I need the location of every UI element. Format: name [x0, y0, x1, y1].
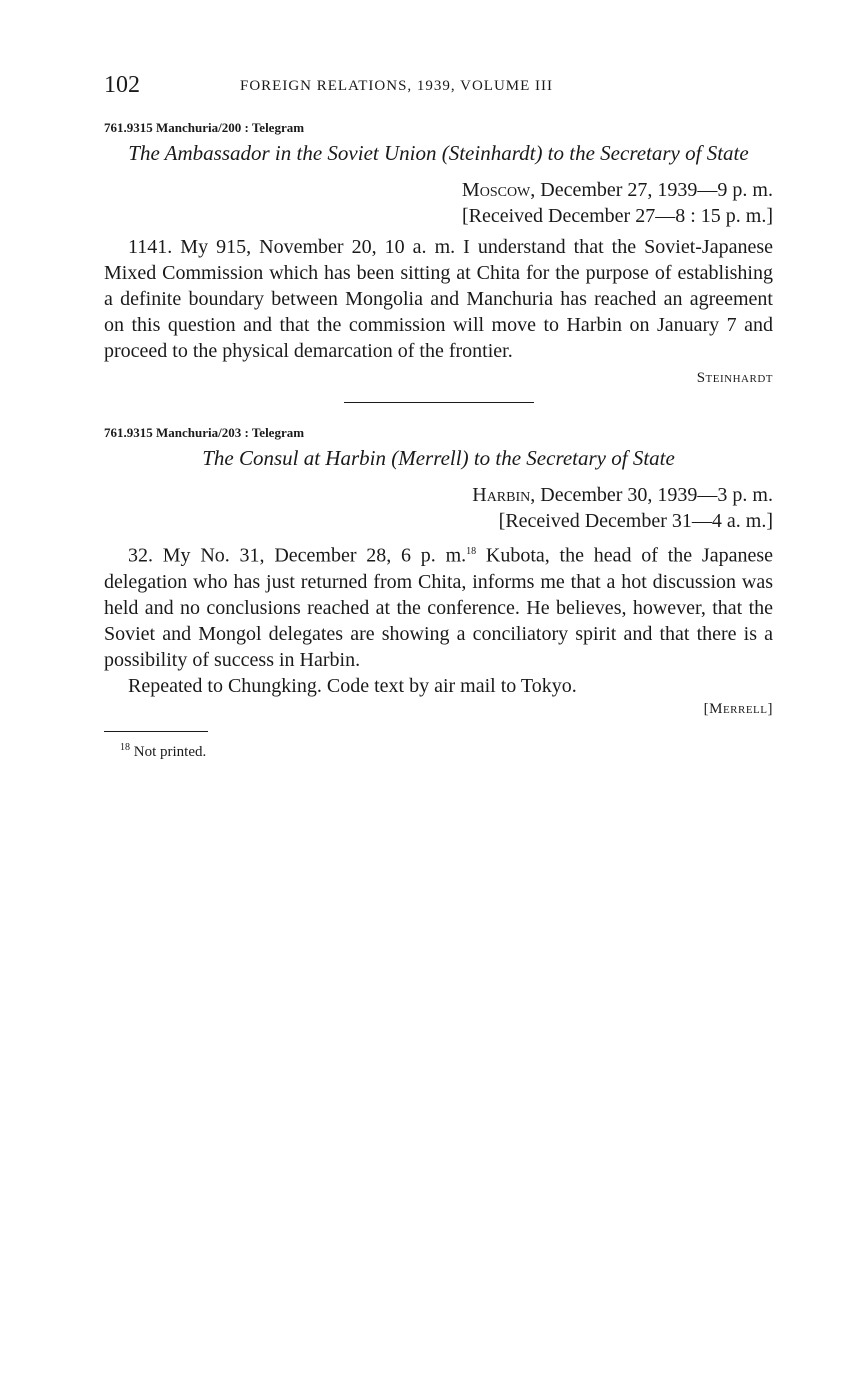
section-divider — [344, 402, 534, 403]
received-note: [Received December 27—8 : 15 p. m.] — [461, 205, 773, 227]
footnote-text: Not printed. — [133, 743, 207, 760]
body-paragraph: Repeated to Chungking. Code text by air mail to Tokyo. — [128, 674, 577, 697]
document-page — [104, 72, 773, 761]
dateline-place: Moscow — [461, 179, 531, 201]
telegram-2 — [104, 425, 773, 719]
document-title: The Consul at Harbin (Merrell) to the Secretary of State — [202, 446, 675, 470]
paragraph-rest: Kubota, the head of the Japanese delegation who has just returned from Chita, informs me that a hot discussion was held and no conclusions reached at the conference. He believes, however, that the Soviet and Mongol delegates are showing a conciliatory spirit and that there is a possibility of success in Harbin. — [104, 544, 774, 671]
running-title: FOREIGN RELATIONS, 1939, VOLUME III — [240, 78, 554, 94]
dateline-place: Harbin — [472, 484, 531, 506]
dateline — [104, 177, 773, 229]
received-note: [Received December 31—4 a. m.] — [498, 510, 773, 532]
file-reference: 761.9315 Manchuria/203 : Telegram — [104, 425, 305, 440]
body-paragraph: 1141. My 915, November 20, 10 a. m. I understand that the Soviet-Japanese Mixed Commission which has been sitting at Chita for the purpose of establishing a definite boundary between Mongolia and Manchuria has reached an agreement on this question and that the commission will move to Harbin on January 7 and proceed to the physical demarcation of the frontier. — [104, 236, 773, 362]
signature: [Merrell] — [703, 700, 773, 717]
file-reference: 761.9315 Manchuria/200 : Telegram — [104, 120, 305, 135]
document-title: The Ambassador in the Soviet Union (Steinhardt) to the Secretary of State — [128, 141, 749, 165]
page-number: 102 — [104, 72, 140, 98]
footnote-marker: 18 — [120, 741, 130, 753]
running-head — [104, 72, 773, 104]
dateline-date: , December 30, 1939—3 p. m. — [530, 484, 773, 506]
dateline-date: , December 27, 1939—9 p. m. — [530, 179, 773, 201]
footnote-reference[interactable]: 18 — [466, 546, 477, 557]
footnote-rule — [104, 731, 208, 732]
footnote — [104, 742, 773, 761]
dateline — [104, 482, 773, 534]
signature: Steinhardt — [696, 370, 773, 386]
body-paragraph — [104, 539, 773, 673]
telegram-1 — [104, 120, 773, 388]
paragraph-start: 32. My No. 31, December 28, 6 p. m. — [128, 544, 467, 567]
